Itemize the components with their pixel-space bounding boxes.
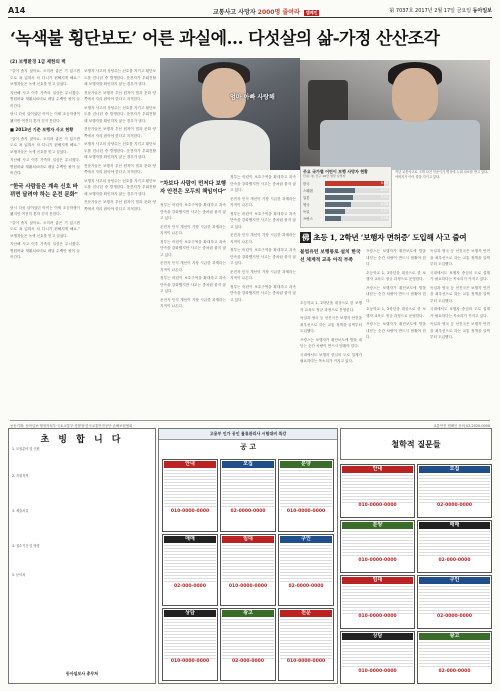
ad-text-lines [419,640,490,670]
classified-ad-cell[interactable] [340,464,415,518]
classified-ad-heading: 전문 [280,610,332,617]
article-column-5 [366,248,426,418]
page-number: A14 [8,6,26,15]
classified-ad-cell[interactable] [417,464,492,518]
paragraph: 프랑스는 보행자가 횡단보도에 발을 내딛는 순간 차량이 반드시 멈춰야 한다. [366,285,426,303]
ad-text-lines [342,640,413,670]
chart-track [325,195,389,200]
ad-text-lines [12,452,152,474]
chart-category-label: 영국 [303,203,310,207]
classified-ad-cell[interactable] [278,459,334,532]
classified-ad-phone: 010-0000-0000 [358,613,397,619]
advertisement-section [8,428,492,684]
ad-line: 2. 지원자격 [12,474,29,478]
ad-text-lines [164,543,216,584]
ad-text-lines [342,529,413,559]
issue-info [389,7,492,14]
article-column-2 [84,68,156,418]
chart-row [303,187,389,194]
classified-ad-heading: 안내 [164,461,216,468]
ad-text-lines [419,529,490,559]
chart-category-label: 프랑스 [303,217,313,221]
pull-quote: “한국 사람들은 계속 신호 바뀌면 달려야 하는 운전 문화” [10,183,78,198]
photo-caption: 작년 교통사고로 크게 다친 민준이가 병상에 누워 치료를 받고 있다. 아버지가 아이 곁을 지키고 있다. [395,170,489,179]
ad-text-lines [222,468,274,509]
footnote-left: 공동기획: 동아일보·행정자치부·국토교통부·경찰청·한국교통안전공단·손해보험협회 [10,424,133,428]
issue-date: 2017년 2월 17일 금요일 [415,8,472,14]
chart-bar [325,209,345,214]
chart-row [303,180,389,187]
chart-row [303,201,389,208]
ad-text-lines [164,617,216,658]
paragraph: 당시 다섯 살이었던 아이는 이제 초등학생이 됐지만 여전히 혼자 걷지 못한다. [10,112,80,123]
classified-ad-cell[interactable] [340,575,415,629]
ad-line: 1. 모집분야 및 인원 [12,447,40,451]
paragraph: 운전자 인식 개선이 가장 시급한 과제라는 지적이 나온다. [160,261,226,272]
paragraph: 보행자 사고의 상당수는 신호를 지키고 횡단보도를 건너던 중 발생한다. 운전자가 우회전할 때 보행자를 확인하지 않는 경우가 많다. [84,142,156,159]
classified-ad-heading: 분양 [280,461,332,468]
recruitment-ad[interactable] [8,428,156,684]
classified-ad-cell[interactable] [220,534,276,607]
ad-text-lines [342,584,413,614]
paragraph: 전문가들은 보행자 우선 원칙이 법과 문화 양쪽에서 자리 잡아야 한다고 지적한다. [84,200,156,211]
paragraph: 초등학교 1, 2학년을 대상으로 한 보행자 교육도 정규 과정으로 운영한다. [366,307,426,318]
bar-chart [300,166,392,228]
paragraph: 정부는 어린이 보호구역을 확대하고 과속 단속을 강화했지만 사고는 좀처럼 줄지 않고 있다. [230,211,296,229]
paragraph: 정부는 어린이 보호구역을 확대하고 과속 단속을 강화했지만 사고는 좀처럼 줄지 않고 있다. [160,276,226,293]
footnote-right: 교통안전 캠페인 문의 02-2020-0000 [433,424,490,428]
paragraph: 독일과 영국 등 선진국은 보행자 안전을 최우선으로 하는 교통 정책을 일찍부터 도입했다. [300,316,362,333]
classified-ad-cell[interactable] [220,608,276,681]
chart-bar [325,216,341,221]
series-highlight: 2000명 줄여라 [257,9,300,16]
paragraph: 정부는 어린이 보호구역을 확대하고 과속 단속을 강화했지만 사고는 좀처럼 줄지 않고 있다. [160,203,226,220]
paragraph: 프랑스는 보행자가 횡단보도에 발을 내딛는 순간 차량이 반드시 멈춰야 한다. [366,249,426,266]
classified-ad-heading: 매매 [419,522,490,529]
classified-banner: 고용부 인가 공인 물류관리사 시험대비 특강 [159,429,337,440]
chart-value-label: 0.28 [380,202,388,206]
paragraph: 운전자 인식 개선이 가장 시급한 과제라는 지적이 나온다. [160,224,226,235]
photo-overlay-text: 엄마 아빠 사랑해 [230,94,275,101]
paragraph: 국내에서도 보행자 중심의 도로 설계가 필요하다는 목소리가 커지고 있다. [430,270,490,281]
chart-bar [325,181,384,186]
chart-bar [325,202,351,207]
book-ad-title: 철학적 질문들 [340,428,492,460]
classified-ad-phone: 010-0000-0000 [358,502,397,508]
chart-row [303,194,389,201]
classified-ad-cell[interactable] [162,608,218,681]
recruitment-ad-title: 초 빙 합 니 다 [40,435,124,445]
recruitment-ad-signature: 동아일보사 총무처 [65,671,99,676]
paragraph: 독일과 영국 등 선진국은 보행자 안전을 최우선으로 하는 교통 정책을 일찍부터 도입했다. [430,322,490,339]
paragraph: 프랑스는 보행자가 횡단보도에 발을 내딛는 순간 차량이 반드시 멈춰야 한다. [300,337,362,348]
series-title [213,7,319,16]
article-column-1 [10,68,80,418]
chart-title: 주요 국가별 어린이 보행 사망자 현황 [303,169,368,174]
ad-text-lines [12,578,152,598]
classified-grid [162,459,334,681]
classified-ad-cell[interactable] [220,459,276,532]
deck-text: 불법유턴 보행통로 설치 한국선 체계적 교육 아직 부족 [300,249,361,263]
article-column-7 [300,300,362,418]
pull-quote: “차보다 사람이 먼저다 보행자 안전은 모두의 책임이다” [160,181,226,195]
paragraph: 전문가들은 보행자 우선 원칙이 법과 문화 양쪽에서 자리 잡아야 한다고 지적한다. [84,163,156,174]
classified-ad-phone: 010-0000-0000 [358,558,397,564]
chart-category-label: 한국 [303,182,310,186]
article-column-3 [160,174,226,418]
classified-ad-heading: 매매 [164,536,216,543]
classified-ad-heading: 광고 [222,610,274,617]
paragraph: 국내에서도 보행자 중심의 도로 설계가 필요하다는 목소리가 커지고 있다. [300,352,362,363]
ad-text-lines [342,473,413,503]
recruitment-ad-body [12,447,152,598]
hospital-photo [300,60,490,170]
ad-line: 3. 제출서류 [12,509,29,513]
classified-ad-cell[interactable] [340,631,415,685]
classified-ad-phone: 010-0000-0000 [228,583,268,589]
classified-ad-phone: 02-0000-0000 [436,502,473,508]
chart-row [303,208,389,215]
classified-ad-heading: 분양 [342,522,413,529]
photo-shape [180,120,270,170]
classified-ad-heading: 상담 [342,633,413,640]
classified-ad-heading: 안내 [342,466,413,473]
ad-text-lines [222,617,274,658]
classified-ad-heading: 모집 [419,466,490,473]
paragraph: “길이 좁지 않아요. 오히려 좋은 거 있으면 도로 폭 넓혀서 차 다니기 편해지게 해요.” 보행자들은 녹색 신호를 믿고 걸었다. [10,136,80,154]
chart-value-label: 0.33 [380,188,388,192]
paragraph: 당시 다섯 살이었던 아이는 이제 초등학생이 됐지만 여전히 혼자 걷지 못한다. [10,205,80,216]
classified-ad-cell[interactable] [340,520,415,574]
classified-ad-phone: 010-0000-0000 [170,509,210,515]
classified-ad-phone: 02-000-0000 [174,583,206,589]
classified-ad-phone: 010-0000-0000 [170,658,210,664]
paragraph: 보행자 사고의 상당수는 신호를 지키고 횡단보도를 건너던 중 발생한다. 운전자가 우회전할 때 보행자를 확인하지 않는 경우가 많다. [84,178,156,196]
article-column-4 [230,174,296,418]
classified-ad-cell[interactable] [417,575,492,629]
classified-notice-title: 공 고 [240,442,256,451]
paragraph: 독일과 영국 등 선진국은 보행자 안전을 최우선으로 하는 교통 정책을 일찍부터 도입했다. [430,285,490,303]
classified-grid-right [340,464,492,684]
series-badge: 캠페인 [305,9,318,15]
chart-rows [303,180,389,222]
issue-number: 第 7037호 [389,8,414,14]
classified-ad-phone: 010-0000-0000 [358,669,397,675]
classified-ad-cell[interactable] [162,534,218,607]
classified-ad-cell[interactable] [278,534,334,607]
chart-value-label: 0.64 [380,181,388,185]
classified-ad-phone: 02-000-0000 [438,669,471,675]
paragraph: 정부는 어린이 보호구역을 확대하고 과속 단속을 강화했지만 사고는 좀처럼 줄지 않고 있다. [230,175,296,192]
ad-text-lines [222,543,274,584]
paragraph: 독일과 영국 등 선진국은 보행자 안전을 최우선으로 하는 교통 정책을 일찍부터 도입했다. [430,249,490,266]
classified-ad-heading: 광고 [419,633,490,640]
chart-track [325,181,389,186]
classified-ad-cell[interactable] [278,608,334,681]
child-portrait-photo [160,58,300,170]
classified-ad-heading: 모집 [222,461,274,468]
classified-ad-phone: 010-0000-0000 [286,658,326,664]
chart-track [325,209,389,214]
country-flag-label: 佛 [302,233,310,242]
ad-text-lines [280,468,332,509]
classified-ad-cell[interactable] [162,459,218,532]
chart-track [325,188,389,193]
classified-ad-phone: 010-0000-0000 [286,509,326,515]
classified-ad-cell[interactable] [417,520,492,574]
chart-bar [325,188,355,193]
chart-bar [325,195,353,200]
chart-track [325,202,389,207]
paragraph: 전문가들은 보행자 우선 원칙이 법과 문화 양쪽에서 자리 잡아야 한다고 지적한다. [84,127,156,138]
sub-headline-text: 초등 1, 2학년 ‘보행자 면허증’ 도입해 사고 줄여 [313,233,467,242]
paragraph: 지난해 사고 이후 가족의 일상은 무너졌다. 병원비와 재활치료비로 매달 수백만 원이 들어간다. [10,90,80,108]
chart-category-label: 스웨덴 [303,189,313,193]
paper-name: 동아일보 [472,8,492,14]
chart-category-label: 독일 [303,210,310,214]
ad-text-lines [419,584,490,614]
ad-text-lines [12,479,152,509]
paragraph: 보행자 사고의 상당수는 신호를 지키고 횡단보도를 건너던 중 발생한다. 운전자가 우회전할 때 보행자를 확인하지 않는 경우가 많다. [84,69,156,86]
classified-ad-phone: 02-000-0000 [438,558,471,564]
sub-headline [300,232,490,243]
paragraph: 전문가들은 보행자 우선 원칙이 법과 문화 양쪽에서 자리 잡아야 한다고 지적한다. [84,90,156,101]
paragraph: 운전자 인식 개선이 가장 시급한 과제라는 지적이 나온다. [230,233,296,244]
ad-line: 5. 문의처 [12,573,26,577]
ad-line: 4. 접수기간 및 방법 [12,544,40,548]
paragraph: 정부는 어린이 보호구역을 확대하고 과속 단속을 강화했지만 사고는 좀처럼 줄지 않고 있다. [160,239,226,257]
chart-value-label: 0.18 [380,216,388,220]
paragraph: 운전자 인식 개선이 가장 시급한 과제라는 지적이 나온다. [230,269,296,280]
section-subhead: ■ 2013년 기준 보행자 사고 현황 [10,127,74,132]
classified-ad-cell[interactable] [417,631,492,685]
ad-text-lines [164,468,216,509]
paragraph: “길이 좁지 않아요. 오히려 좋은 거 있으면 도로 폭 넓혀서 차 다니기 편해지게 해요.” 보행자들은 녹색 신호를 믿고 걸었다. [10,220,80,238]
chart-value-label: 0.31 [380,195,388,199]
paragraph: 지난해 사고 이후 가족의 일상은 무너졌다. 병원비와 재활치료비로 매달 수백만 원이 들어간다. [10,158,80,175]
paragraph: 보행자 사고의 상당수는 신호를 지키고 횡단보도를 건너던 중 발생한다. 운전자가 우회전할 때 보행자를 확인하지 않는 경우가 많다. [84,105,156,123]
classified-ad-heading: 구인 [419,577,490,584]
classified-ad-phone: 02-0000-0000 [436,613,473,619]
ad-text-lines [280,543,332,584]
ad-text-lines [12,549,152,573]
masthead [8,4,492,18]
article-byline: (2) 보행환경 1급 제한의 벽 [10,60,66,65]
paragraph: 정부는 어린이 보호구역을 확대하고 과속 단속을 강화했지만 사고는 좀처럼 줄지 않고 있다. [230,248,296,265]
paragraph: “길이 좁지 않아요. 오히려 좋은 거 있으면 도로 폭 넓혀서 차 다니기 편해지게 해요.” 보행자들은 녹색 신호를 믿고 걸었다. [10,69,80,86]
photo-shape [320,120,480,170]
classified-ad-phone: 02-0000-0000 [288,583,324,589]
classified-ad-phone: 02-0000-0000 [230,509,266,515]
paragraph: 정부는 어린이 보호구역을 확대하고 과속 단속을 강화했지만 사고는 좀처럼 줄지 않고 있다. [230,284,296,302]
paragraph: 프랑스는 보행자가 횡단보도에 발을 내딛는 순간 차량이 반드시 멈춰야 한다. [366,322,426,339]
paragraph: 운전자 인식 개선이 가장 시급한 과제라는 지적이 나온다. [230,196,296,207]
ad-text-lines [280,617,332,658]
chart-track [325,216,389,221]
classified-ads[interactable] [158,428,338,684]
chart-row [303,215,389,222]
classified-ad-heading: 임대 [222,536,274,543]
footnote-bar [10,420,490,428]
paragraph: 초등학교 1, 2학년을 대상으로 한 보행자 교육도 정규 과정으로 운영한다. [300,301,362,312]
classified-ad-heading: 구인 [280,536,332,543]
chart-value-label: 0.22 [380,209,388,213]
paragraph: 초등학교 1, 2학년을 대상으로 한 보행자 교육도 정규 과정으로 운영한다. [366,270,426,281]
classified-ad-heading: 상담 [164,610,216,617]
classified-ad-phone: 02-000-0000 [232,658,264,664]
ad-text-lines [12,514,152,544]
series-prefix: 교통사고 사망자 [213,9,256,16]
photo-shape [392,68,438,122]
chart-category-label: 일본 [303,196,310,200]
classified-ad-heading: 임대 [342,577,413,584]
paragraph: 지난해 사고 이후 가족의 일상은 무너졌다. 병원비와 재활치료비로 매달 수백만 원이 들어간다. [10,242,80,259]
ad-text-lines [419,473,490,503]
chart-subtitle: 단위: 명, 인구 10만 명당 사망자 [303,174,346,178]
book-ad-column[interactable] [340,428,492,684]
paragraph: 운전자 인식 개선이 가장 시급한 과제라는 지적이 나온다. [160,297,226,308]
article-column-6 [430,248,490,418]
paragraph: 국내에서도 보행자 중심의 도로 설계가 필요하다는 목소리가 커지고 있다. [430,307,490,318]
headline: ‘녹색불 횡단보도’ 어른 과실에… 다섯살의 삶-가정 산산조각 [10,29,440,49]
